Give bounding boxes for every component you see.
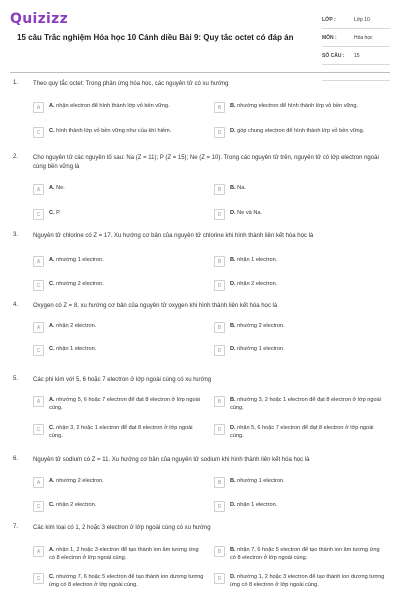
option-checkbox[interactable]: A xyxy=(33,256,44,267)
option-body: nhận 7, 6 hoặc 5 electron để tạo thành ion âm tương ứng có 8 electron ở lớp ngoài cùng. xyxy=(230,547,380,561)
option-checkbox[interactable]: D xyxy=(214,280,225,291)
option-letter: A. xyxy=(49,185,55,191)
option-text xyxy=(49,185,204,193)
option-checkbox[interactable]: C xyxy=(33,345,44,356)
option-letter: B. xyxy=(230,103,236,109)
question-number: 6. xyxy=(13,456,19,462)
option-text xyxy=(230,502,385,510)
option-text xyxy=(49,346,204,354)
meta-label: MÔN : xyxy=(322,34,337,41)
option-checkbox[interactable]: A xyxy=(33,396,44,407)
option-body: nhận electron để hình thành lớp vỏ bền vững. xyxy=(56,103,170,109)
option-letter: C. xyxy=(49,574,55,580)
header-divider xyxy=(10,72,390,73)
option-text xyxy=(49,574,204,589)
worksheet-meta xyxy=(322,11,390,81)
option-body: nhường 5, 6 hoặc 7 electron để đạt 8 electron ở lớp ngoài cùng. xyxy=(49,397,200,411)
option-text xyxy=(49,210,204,218)
option-body: nhường 2 electron. xyxy=(56,281,104,287)
option-text xyxy=(49,257,204,265)
option-letter: C. xyxy=(49,502,55,508)
question-number: 2. xyxy=(13,154,19,160)
option-body: nhận 1 electron. xyxy=(237,257,278,263)
meta-value: Hóa học xyxy=(354,34,373,41)
option-text xyxy=(230,128,385,136)
option-checkbox[interactable]: A xyxy=(33,477,44,488)
option-checkbox[interactable]: D xyxy=(214,209,225,220)
option-body: nhận 2 electron. xyxy=(237,281,278,287)
option-text xyxy=(230,478,385,486)
option-text xyxy=(230,425,385,440)
option-letter: A. xyxy=(49,103,55,109)
option-body: P. xyxy=(56,210,61,216)
question-number: 4. xyxy=(13,302,19,308)
option-checkbox[interactable]: B xyxy=(214,322,225,333)
option-body: nhường 7, 6 hoặc 5 electron để tạo thành ion dương tương ứng có 8 electron ở lớp ngoài cùng. xyxy=(49,574,204,588)
option-text xyxy=(49,397,204,412)
option-body: nhường 2 electron. xyxy=(56,478,104,484)
option-text xyxy=(230,547,385,562)
option-letter: A. xyxy=(49,478,55,484)
option-letter: C. xyxy=(49,425,55,431)
option-checkbox[interactable]: A xyxy=(33,102,44,113)
option-checkbox[interactable]: B xyxy=(214,184,225,195)
option-checkbox[interactable]: D xyxy=(214,127,225,138)
meta-row-blank xyxy=(322,65,390,81)
option-letter: B. xyxy=(230,257,236,263)
option-text xyxy=(49,547,204,562)
option-letter: D. xyxy=(230,502,236,508)
question-text: Oxygen có Z = 8, xu hướng cơ bản của nguyên tử oxygen khi hình thành liên kết hóa học là xyxy=(33,303,278,309)
option-letter: B. xyxy=(230,547,236,553)
option-body: Ne. xyxy=(56,185,65,191)
option-text xyxy=(230,210,385,218)
question-text: Theo quy tắc octet: Trong phản ứng hóa học, các nguyên tử có xu hướng xyxy=(33,81,229,87)
question-number: 7. xyxy=(13,524,19,530)
option-text xyxy=(49,323,204,331)
option-letter: C. xyxy=(49,128,55,134)
meta-label: SỐ CÂU : xyxy=(322,52,345,59)
option-checkbox[interactable]: D xyxy=(214,345,225,356)
quizizz-logo: Quizizz xyxy=(10,11,69,27)
option-letter: C. xyxy=(49,346,55,352)
option-checkbox[interactable]: C xyxy=(33,424,44,435)
option-text xyxy=(49,478,204,486)
option-checkbox[interactable]: A xyxy=(33,546,44,557)
meta-value: Lớp 10 xyxy=(354,16,370,23)
option-letter: D. xyxy=(230,128,236,134)
option-text xyxy=(230,281,385,289)
option-body: nhường 1 electron. xyxy=(237,478,285,484)
option-text xyxy=(49,281,204,289)
option-checkbox[interactable]: A xyxy=(33,322,44,333)
option-text xyxy=(230,397,385,412)
option-body: nhận 1 electron. xyxy=(56,346,97,352)
option-body: nhường 2 electron. xyxy=(237,323,285,329)
option-letter: B. xyxy=(230,185,236,191)
option-body: nhận 3, 2 hoặc 1 electron để đạt 8 electron ở lớp ngoài cùng. xyxy=(49,425,193,439)
meta-value: 15 xyxy=(354,52,360,59)
option-letter: D. xyxy=(230,346,236,352)
option-text xyxy=(230,185,385,193)
option-body: nhận 5, 6 hoặc 7 electron để đạt 8 electron ở lớp ngoài cùng. xyxy=(230,425,374,439)
option-letter: B. xyxy=(230,323,236,329)
option-text xyxy=(230,323,385,331)
meta-label: LỚP : xyxy=(322,16,336,23)
question-number: 1. xyxy=(13,80,19,86)
option-checkbox[interactable]: B xyxy=(214,102,225,113)
question-text: Nguyên tử chlorine có Z = 17. Xu hướng cơ bản của nguyên tử chlorine khi hình thành liên kết hóa học là xyxy=(33,233,314,239)
option-checkbox[interactable]: B xyxy=(214,256,225,267)
option-text xyxy=(49,502,204,510)
option-body: nhận 2 electron. xyxy=(56,502,97,508)
option-letter: A. xyxy=(49,257,55,263)
option-body: nhường electron để hình thành lớp vỏ bền vững. xyxy=(237,103,359,109)
worksheet-header xyxy=(0,0,400,74)
meta-row-count xyxy=(322,47,390,65)
option-text xyxy=(230,346,385,354)
option-checkbox[interactable]: C xyxy=(33,501,44,512)
option-checkbox[interactable]: B xyxy=(214,546,225,557)
option-checkbox[interactable]: C xyxy=(33,573,44,584)
option-checkbox[interactable]: B xyxy=(214,477,225,488)
option-body: nhường 1, 2 hoặc 3 electron để tạo thành ion dương tương ứng có 8 electron ở lớp ngoài cùng. xyxy=(230,574,385,588)
option-checkbox[interactable]: C xyxy=(33,280,44,291)
option-letter: D. xyxy=(230,425,236,431)
meta-row-class xyxy=(322,11,390,29)
option-letter: D. xyxy=(230,281,236,287)
option-checkbox[interactable]: D xyxy=(214,501,225,512)
option-body: hình thành lớp vỏ bền vững như của khí hiếm. xyxy=(56,128,172,134)
meta-row-subject xyxy=(322,29,390,47)
option-body: nhường 1 electron. xyxy=(56,257,104,263)
option-letter: C. xyxy=(49,210,55,216)
option-body: nhận 2 electron. xyxy=(56,323,97,329)
option-letter: A. xyxy=(49,397,55,403)
question-text: Các phi kim với 5, 6 hoặc 7 electron ở lớp ngoài cùng có xu hướng xyxy=(33,377,212,383)
option-checkbox[interactable]: D xyxy=(214,573,225,584)
option-text xyxy=(49,425,204,440)
option-checkbox[interactable]: D xyxy=(214,424,225,435)
option-body: nhường 1 electron. xyxy=(237,346,285,352)
option-checkbox[interactable]: C xyxy=(33,127,44,138)
option-body: Na. xyxy=(237,185,246,191)
page-title: 15 câu Trắc nghiệm Hóa học 10 Cánh diều Bài 9: Quy tắc octet có đáp án xyxy=(17,33,294,42)
option-text xyxy=(230,103,385,111)
question-text: Cho nguyên tử các nguyên tố sau: Na (Z = 11); P (Z = 15); Ne (Z = 10). Trong các nguyên tử trên, nguyên tử có lớp electron ngoài cùng bền vững là xyxy=(33,155,379,170)
question-text: Nguyên tử sodium có Z = 11. Xu hướng cơ bản của nguyên tử sodium khi hình thành liên kết hóa học là xyxy=(33,457,310,463)
option-letter: D. xyxy=(230,210,236,216)
option-body: nhận 1, 2 hoặc 3 electron để tạo thành ion âm tương ứng có 8 electron ở lớp ngoài cùng. xyxy=(49,547,199,561)
option-letter: A. xyxy=(49,323,55,329)
option-body: góp chung electron để hình thành lớp vỏ bền vững. xyxy=(237,128,365,134)
option-text xyxy=(230,574,385,589)
question-number: 5. xyxy=(13,376,19,382)
option-letter: C. xyxy=(49,281,55,287)
option-body: nhận 1 electron. xyxy=(237,502,278,508)
option-text xyxy=(49,103,204,111)
option-letter: B. xyxy=(230,397,236,403)
option-letter: A. xyxy=(49,547,55,553)
option-checkbox[interactable]: A xyxy=(33,184,44,195)
option-body: nhường 3, 2 hoặc 1 electron để đạt 8 electron ở lớp ngoài cùng. xyxy=(230,397,381,411)
option-checkbox[interactable]: B xyxy=(214,396,225,407)
option-letter: B. xyxy=(230,478,236,484)
question-number: 3. xyxy=(13,232,19,238)
question-text: Các kim loại có 1, 2 hoặc 3 electron ở lớp ngoài cùng có xu hướng xyxy=(33,525,211,531)
option-text xyxy=(230,257,385,265)
option-text xyxy=(49,128,204,136)
option-body: Ne và Na. xyxy=(237,210,263,216)
option-letter: D. xyxy=(230,574,236,580)
option-checkbox[interactable]: C xyxy=(33,209,44,220)
